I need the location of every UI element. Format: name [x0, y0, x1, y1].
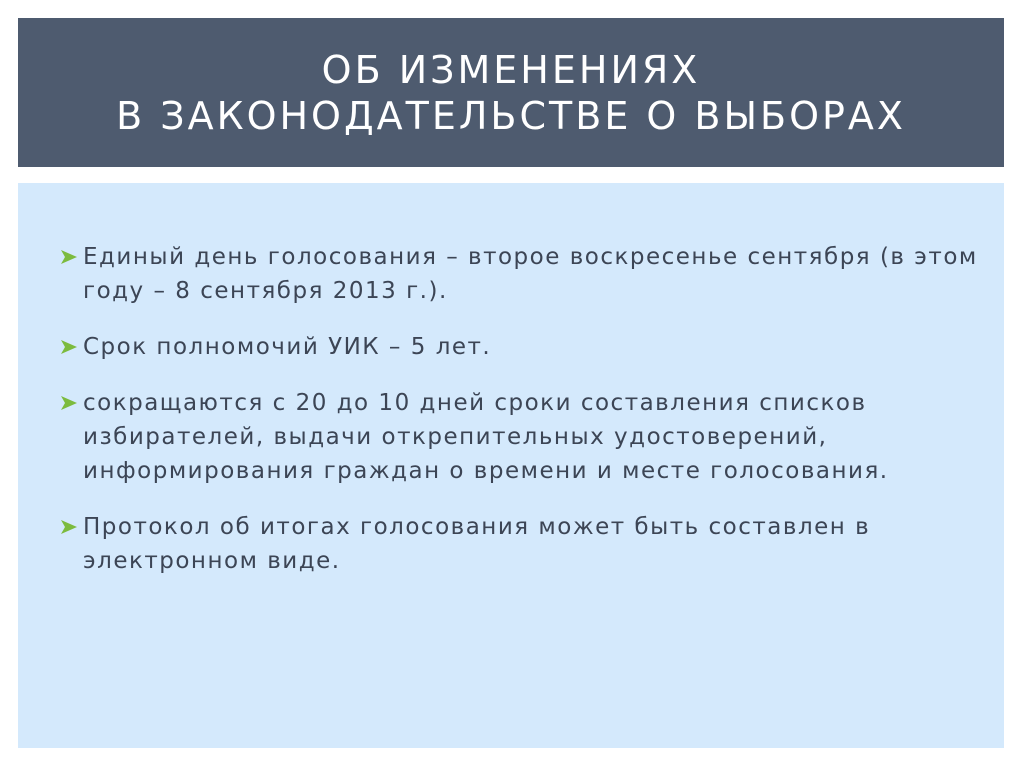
chevron-right-arrow-icon: [60, 330, 83, 364]
bullet-text: Единый день голосования – второе воскресенье сентября (в этом году – 8 сентября 2013 г.).: [83, 244, 978, 304]
bullet-item: [60, 386, 980, 488]
chevron-right-arrow-icon: [60, 386, 83, 420]
slide-title-line-1: ОБ ИЗМЕНЕНИЯХ: [321, 47, 701, 92]
bullet-list: [60, 240, 980, 600]
bullet-item: [60, 330, 980, 364]
slide-title-line-2: В ЗАКОНОДАТЕЛЬСТВЕ О ВЫБОРАХ: [116, 93, 906, 138]
chevron-right-arrow-icon: [60, 240, 83, 274]
title-bar: [18, 18, 1004, 167]
content-box: [18, 183, 1004, 748]
bullet-text: сокращаются с 20 до 10 дней сроки составления списков избирателей, выдачи открепительных удостоверений, информирования граждан о времени и месте голосования.: [83, 390, 889, 484]
chevron-right-arrow-icon: [60, 510, 83, 544]
bullet-item: [60, 510, 980, 578]
bullet-text: Протокол об итогах голосования может быть составлен в электронном виде.: [83, 514, 871, 574]
bullet-item: [60, 240, 980, 308]
bullet-text: Срок полномочий УИК – 5 лет.: [83, 334, 492, 360]
